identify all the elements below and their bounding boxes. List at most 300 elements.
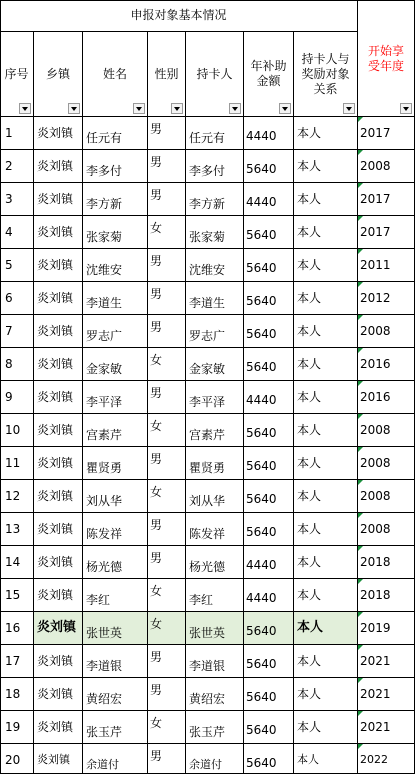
cell-relation[interactable] bbox=[294, 150, 358, 183]
cell-town[interactable] bbox=[34, 612, 83, 645]
cell-relation-text: 本人 bbox=[297, 620, 324, 635]
cell-subsidy-text: 5640 bbox=[246, 657, 277, 671]
cell-gender-text: 男 bbox=[150, 122, 163, 136]
comment-marker-icon bbox=[358, 744, 363, 749]
cell-gender[interactable] bbox=[148, 183, 186, 216]
cell-relation[interactable] bbox=[294, 579, 358, 612]
cell-relation[interactable] bbox=[294, 480, 358, 513]
cell-seq[interactable] bbox=[0, 546, 34, 579]
cell-relation-text: 本人 bbox=[297, 687, 322, 701]
cell-subsidy-text: 5640 bbox=[246, 261, 277, 275]
cell-gender[interactable] bbox=[148, 546, 186, 579]
cell-subsidy-text: 5640 bbox=[246, 492, 277, 506]
cell-subsidy[interactable] bbox=[244, 414, 294, 447]
cell-start-year-text: 2019 bbox=[360, 621, 391, 635]
cell-seq[interactable] bbox=[0, 480, 34, 513]
cell-town[interactable] bbox=[34, 678, 83, 711]
cell-seq[interactable] bbox=[0, 678, 34, 711]
cell-name[interactable] bbox=[83, 249, 148, 282]
cell-seq-text: 9 bbox=[5, 390, 13, 404]
cell-holder[interactable] bbox=[186, 216, 244, 249]
cell-relation[interactable] bbox=[294, 282, 358, 315]
cell-gender-text: 男 bbox=[150, 188, 163, 202]
cell-subsidy-text: 5640 bbox=[246, 690, 277, 704]
cell-holder-text: 张玉芹 bbox=[189, 725, 226, 739]
comment-marker-icon bbox=[358, 678, 363, 683]
cell-town-text: 炎刘镇 bbox=[37, 654, 74, 668]
cell-seq[interactable] bbox=[0, 216, 34, 249]
cell-name[interactable] bbox=[83, 414, 148, 447]
cell-subsidy-text: 5640 bbox=[246, 525, 277, 539]
cell-holder-text: 张世英 bbox=[189, 626, 226, 640]
cell-town[interactable] bbox=[34, 381, 83, 414]
cell-start-year[interactable] bbox=[358, 447, 415, 480]
cell-gender-text: 男 bbox=[150, 551, 163, 565]
cell-subsidy[interactable] bbox=[244, 150, 294, 183]
cell-town[interactable] bbox=[34, 216, 83, 249]
cell-gender-text: 女 bbox=[150, 419, 163, 433]
cell-holder-text: 瞿贤勇 bbox=[189, 461, 226, 475]
cell-subsidy-text: 5640 bbox=[246, 360, 277, 374]
cell-start-year[interactable] bbox=[358, 315, 415, 348]
comment-marker-icon bbox=[358, 282, 363, 287]
cell-seq-text: 4 bbox=[5, 225, 13, 239]
cell-name[interactable] bbox=[83, 579, 148, 612]
cell-name[interactable] bbox=[83, 744, 148, 774]
cell-town-text: 炎刘镇 bbox=[37, 390, 74, 404]
cell-seq[interactable] bbox=[0, 282, 34, 315]
cell-name[interactable] bbox=[83, 513, 148, 546]
header-town[interactable]: 乡镇 bbox=[34, 32, 83, 117]
cell-holder[interactable] bbox=[186, 117, 244, 150]
cell-holder[interactable] bbox=[186, 678, 244, 711]
cell-start-year-text: 2012 bbox=[360, 291, 391, 305]
cell-gender[interactable] bbox=[148, 612, 186, 645]
cell-relation[interactable] bbox=[294, 711, 358, 744]
cell-holder-text: 李方新 bbox=[189, 197, 226, 211]
cell-gender-text: 女 bbox=[150, 716, 163, 730]
comment-marker-icon bbox=[358, 612, 363, 617]
cell-holder[interactable] bbox=[186, 744, 244, 774]
cell-gender-text: 男 bbox=[150, 452, 163, 466]
cell-subsidy[interactable] bbox=[244, 546, 294, 579]
cell-gender-text: 女 bbox=[150, 485, 163, 499]
cell-town[interactable] bbox=[34, 546, 83, 579]
header-start-year[interactable]: 开始享受年度 bbox=[358, 0, 415, 117]
filter-dropdown-icon[interactable] bbox=[68, 103, 80, 114]
cell-seq[interactable] bbox=[0, 381, 34, 414]
cell-town-text: 炎刘镇 bbox=[37, 423, 74, 437]
cell-start-year-text: 2021 bbox=[360, 654, 391, 668]
cell-town[interactable] bbox=[34, 315, 83, 348]
cell-subsidy[interactable] bbox=[244, 447, 294, 480]
cell-seq-text: 8 bbox=[5, 357, 13, 371]
cell-seq-text: 17 bbox=[5, 654, 21, 668]
comment-marker-icon bbox=[358, 249, 363, 254]
cell-relation-text: 本人 bbox=[297, 390, 322, 404]
header-relation[interactable]: 持卡人与奖励对象关系 bbox=[294, 32, 358, 117]
cell-relation-text: 本人 bbox=[297, 588, 322, 602]
cell-start-year[interactable] bbox=[358, 711, 415, 744]
cell-seq-text: 20 bbox=[5, 753, 21, 767]
cell-relation-text: 本人 bbox=[297, 192, 322, 206]
cell-relation-text: 本人 bbox=[297, 555, 322, 569]
comment-marker-icon bbox=[358, 381, 363, 386]
cell-town-text: 炎刘镇 bbox=[37, 555, 74, 569]
cell-holder[interactable] bbox=[186, 183, 244, 216]
comment-marker-icon bbox=[358, 183, 363, 188]
header-seq[interactable]: 序号 bbox=[0, 32, 34, 117]
cell-subsidy[interactable] bbox=[244, 744, 294, 774]
cell-gender[interactable] bbox=[148, 414, 186, 447]
cell-town[interactable] bbox=[34, 480, 83, 513]
cell-gender[interactable] bbox=[148, 678, 186, 711]
cell-town[interactable] bbox=[34, 711, 83, 744]
cell-holder-text: 任元有 bbox=[189, 131, 226, 145]
cell-relation[interactable] bbox=[294, 183, 358, 216]
cell-start-year[interactable] bbox=[358, 150, 415, 183]
cell-gender[interactable] bbox=[148, 447, 186, 480]
comment-marker-icon bbox=[358, 579, 363, 584]
cell-holder[interactable] bbox=[186, 513, 244, 546]
cell-subsidy[interactable] bbox=[244, 480, 294, 513]
cell-holder[interactable] bbox=[186, 579, 244, 612]
cell-name[interactable] bbox=[83, 183, 148, 216]
cell-town[interactable] bbox=[34, 348, 83, 381]
cell-holder[interactable] bbox=[186, 249, 244, 282]
cell-town-text: 炎刘镇 bbox=[37, 324, 74, 338]
cell-seq-text: 3 bbox=[5, 192, 13, 206]
cell-relation-text: 本人 bbox=[297, 522, 322, 536]
cell-relation[interactable] bbox=[294, 744, 358, 774]
cell-start-year-text: 2016 bbox=[360, 390, 391, 404]
cell-name[interactable] bbox=[83, 315, 148, 348]
cell-name[interactable] bbox=[83, 150, 148, 183]
cell-start-year-text: 2008 bbox=[360, 456, 391, 470]
cell-seq[interactable] bbox=[0, 414, 34, 447]
cell-subsidy[interactable] bbox=[244, 645, 294, 678]
cell-gender[interactable] bbox=[148, 381, 186, 414]
comment-marker-icon bbox=[358, 117, 363, 122]
cell-seq[interactable] bbox=[0, 447, 34, 480]
cell-start-year[interactable] bbox=[358, 381, 415, 414]
cell-seq-text: 12 bbox=[5, 489, 21, 503]
cell-holder-text: 宫素芹 bbox=[189, 428, 226, 442]
cell-subsidy-text: 5640 bbox=[246, 723, 277, 737]
cell-holder-text: 金家敏 bbox=[189, 362, 226, 376]
cell-holder-text: 李多付 bbox=[189, 164, 226, 178]
cell-holder-text: 黄绍宏 bbox=[189, 692, 226, 706]
cell-seq[interactable] bbox=[0, 744, 34, 774]
cell-gender[interactable] bbox=[148, 117, 186, 150]
cell-subsidy[interactable] bbox=[244, 381, 294, 414]
cell-holder-text: 李红 bbox=[189, 593, 214, 607]
cell-subsidy-text: 5640 bbox=[246, 294, 277, 308]
cell-holder[interactable] bbox=[186, 546, 244, 579]
cell-subsidy-text: 4440 bbox=[246, 129, 277, 143]
cell-town[interactable] bbox=[34, 183, 83, 216]
cell-subsidy-text: 5640 bbox=[246, 624, 277, 638]
cell-gender[interactable] bbox=[148, 249, 186, 282]
cell-town-text: 炎刘镇 bbox=[37, 489, 74, 503]
cell-town[interactable] bbox=[34, 513, 83, 546]
cell-start-year[interactable] bbox=[358, 678, 415, 711]
cell-town-text: 炎刘镇 bbox=[37, 753, 70, 766]
cell-gender[interactable] bbox=[148, 579, 186, 612]
cell-name[interactable] bbox=[83, 612, 148, 645]
cell-name-text: 李道生 bbox=[86, 296, 123, 310]
cell-subsidy[interactable] bbox=[244, 183, 294, 216]
comment-marker-icon bbox=[358, 216, 363, 221]
cell-relation[interactable] bbox=[294, 216, 358, 249]
cell-name[interactable] bbox=[83, 645, 148, 678]
filter-dropdown-icon[interactable] bbox=[133, 103, 145, 114]
cell-subsidy-text: 5640 bbox=[246, 162, 277, 176]
cell-relation[interactable] bbox=[294, 546, 358, 579]
cell-start-year[interactable] bbox=[358, 216, 415, 249]
cell-holder-text: 陈发祥 bbox=[189, 527, 226, 541]
cell-seq-text: 13 bbox=[5, 522, 21, 536]
cell-name-text: 金家敏 bbox=[86, 362, 123, 376]
cell-start-year[interactable] bbox=[358, 579, 415, 612]
cell-seq[interactable] bbox=[0, 249, 34, 282]
cell-subsidy[interactable] bbox=[244, 612, 294, 645]
cell-start-year[interactable] bbox=[358, 480, 415, 513]
cell-subsidy[interactable] bbox=[244, 315, 294, 348]
filter-dropdown-icon[interactable] bbox=[279, 103, 291, 114]
cell-gender[interactable] bbox=[148, 645, 186, 678]
cell-gender[interactable] bbox=[148, 711, 186, 744]
cell-holder-text: 李道生 bbox=[189, 296, 226, 310]
cell-holder[interactable] bbox=[186, 414, 244, 447]
cell-subsidy[interactable] bbox=[244, 249, 294, 282]
header-subsidy[interactable]: 年补助金额 bbox=[244, 32, 294, 117]
cell-subsidy[interactable] bbox=[244, 678, 294, 711]
cell-subsidy-text: 4440 bbox=[246, 195, 277, 209]
cell-start-year[interactable] bbox=[358, 513, 415, 546]
cell-name-text: 李道银 bbox=[86, 659, 123, 673]
cell-town-text: 炎刘镇 bbox=[37, 159, 74, 173]
cell-name-text: 李多付 bbox=[86, 164, 123, 178]
cell-town[interactable] bbox=[34, 447, 83, 480]
cell-holder[interactable] bbox=[186, 612, 244, 645]
cell-holder-text: 李道银 bbox=[189, 659, 226, 673]
cell-name[interactable] bbox=[83, 117, 148, 150]
cell-subsidy[interactable] bbox=[244, 282, 294, 315]
cell-relation-text: 本人 bbox=[297, 291, 322, 305]
cell-holder[interactable] bbox=[186, 480, 244, 513]
cell-subsidy[interactable] bbox=[244, 513, 294, 546]
cell-gender[interactable] bbox=[148, 513, 186, 546]
cell-gender-text: 男 bbox=[150, 518, 163, 532]
cell-holder[interactable] bbox=[186, 711, 244, 744]
cell-name-text: 张玉芹 bbox=[86, 725, 123, 739]
cell-subsidy-text: 5640 bbox=[246, 459, 277, 473]
cell-gender-text: 男 bbox=[150, 320, 163, 334]
cell-town[interactable] bbox=[34, 117, 83, 150]
cell-name[interactable] bbox=[83, 711, 148, 744]
cell-name-text: 杨光德 bbox=[86, 560, 123, 574]
cell-seq-text: 15 bbox=[5, 588, 21, 602]
header-name[interactable]: 姓名 bbox=[83, 32, 148, 117]
cell-town[interactable] bbox=[34, 414, 83, 447]
cell-relation[interactable] bbox=[294, 348, 358, 381]
cell-town-text: 炎刘镇 bbox=[37, 258, 74, 272]
cell-gender-text: 男 bbox=[150, 287, 163, 301]
cell-relation[interactable] bbox=[294, 315, 358, 348]
cell-name-text: 余道付 bbox=[86, 758, 119, 771]
filter-dropdown-icon[interactable] bbox=[343, 103, 355, 114]
cell-holder[interactable] bbox=[186, 381, 244, 414]
cell-gender-text: 男 bbox=[150, 650, 163, 664]
cell-relation[interactable] bbox=[294, 414, 358, 447]
filter-dropdown-icon[interactable] bbox=[171, 103, 183, 114]
cell-start-year-text: 2021 bbox=[360, 720, 391, 734]
cell-relation[interactable] bbox=[294, 249, 358, 282]
cell-relation-text: 本人 bbox=[297, 324, 322, 338]
cell-seq-text: 7 bbox=[5, 324, 13, 338]
cell-seq[interactable] bbox=[0, 579, 34, 612]
cell-name-text: 瞿贤勇 bbox=[86, 461, 123, 475]
cell-seq-text: 5 bbox=[5, 258, 13, 272]
cell-name[interactable] bbox=[83, 216, 148, 249]
cell-name[interactable] bbox=[83, 447, 148, 480]
cell-seq-text: 1 bbox=[5, 126, 13, 140]
cell-name-text: 李红 bbox=[86, 593, 111, 607]
cell-seq-text: 11 bbox=[5, 456, 21, 470]
cell-name[interactable] bbox=[83, 381, 148, 414]
cell-seq-text: 2 bbox=[5, 159, 13, 173]
cell-name[interactable] bbox=[83, 678, 148, 711]
cell-name[interactable] bbox=[83, 480, 148, 513]
cell-start-year[interactable] bbox=[358, 282, 415, 315]
cell-holder-text: 罗志广 bbox=[189, 329, 226, 343]
cell-seq[interactable] bbox=[0, 183, 34, 216]
cell-name-text: 任元有 bbox=[86, 131, 123, 145]
cell-start-year[interactable] bbox=[358, 183, 415, 216]
filter-dropdown-icon[interactable] bbox=[400, 103, 412, 114]
cell-relation[interactable] bbox=[294, 381, 358, 414]
cell-gender[interactable] bbox=[148, 480, 186, 513]
cell-town-text: 炎刘镇 bbox=[37, 620, 77, 635]
cell-seq[interactable] bbox=[0, 315, 34, 348]
cell-subsidy-text: 5640 bbox=[246, 327, 277, 341]
cell-town[interactable] bbox=[34, 744, 83, 774]
cell-start-year-text: 2008 bbox=[360, 324, 391, 338]
cell-gender[interactable] bbox=[148, 216, 186, 249]
cell-seq[interactable] bbox=[0, 150, 34, 183]
cell-relation[interactable] bbox=[294, 447, 358, 480]
header-holder[interactable]: 持卡人 bbox=[186, 32, 244, 117]
cell-name-text: 李方新 bbox=[86, 197, 123, 211]
cell-start-year-text: 2008 bbox=[360, 522, 391, 536]
cell-holder[interactable] bbox=[186, 348, 244, 381]
cell-seq[interactable] bbox=[0, 711, 34, 744]
cell-start-year[interactable] bbox=[358, 744, 415, 774]
cell-seq[interactable] bbox=[0, 612, 34, 645]
cell-relation-text: 本人 bbox=[297, 753, 319, 766]
cell-start-year[interactable] bbox=[358, 249, 415, 282]
cell-relation[interactable] bbox=[294, 645, 358, 678]
cell-name[interactable] bbox=[83, 282, 148, 315]
cell-town-text: 炎刘镇 bbox=[37, 720, 74, 734]
cell-gender[interactable] bbox=[148, 150, 186, 183]
header-gender[interactable]: 性别 bbox=[148, 32, 186, 117]
cell-town[interactable] bbox=[34, 150, 83, 183]
cell-holder[interactable] bbox=[186, 282, 244, 315]
cell-start-year[interactable] bbox=[358, 117, 415, 150]
cell-subsidy[interactable] bbox=[244, 117, 294, 150]
cell-start-year[interactable] bbox=[358, 414, 415, 447]
cell-name-text: 刘从华 bbox=[86, 494, 123, 508]
cell-subsidy[interactable] bbox=[244, 711, 294, 744]
filter-dropdown-icon[interactable] bbox=[19, 103, 31, 114]
cell-name[interactable] bbox=[83, 348, 148, 381]
cell-relation-text: 本人 bbox=[297, 126, 322, 140]
cell-gender[interactable] bbox=[148, 348, 186, 381]
cell-seq[interactable] bbox=[0, 513, 34, 546]
cell-start-year-text: 2017 bbox=[360, 225, 391, 239]
cell-seq[interactable] bbox=[0, 348, 34, 381]
cell-relation-text: 本人 bbox=[297, 423, 322, 437]
cell-start-year[interactable] bbox=[358, 546, 415, 579]
cell-seq-text: 14 bbox=[5, 555, 21, 569]
cell-name-text: 宫素芹 bbox=[86, 428, 123, 442]
cell-relation[interactable] bbox=[294, 117, 358, 150]
cell-holder[interactable] bbox=[186, 447, 244, 480]
cell-start-year[interactable] bbox=[358, 348, 415, 381]
cell-subsidy-text: 5640 bbox=[246, 426, 277, 440]
cell-holder[interactable] bbox=[186, 645, 244, 678]
cell-relation[interactable] bbox=[294, 678, 358, 711]
cell-gender-text: 男 bbox=[150, 155, 163, 169]
section-title-cell[interactable] bbox=[0, 0, 358, 32]
cell-start-year-text: 2018 bbox=[360, 555, 391, 569]
cell-subsidy[interactable] bbox=[244, 579, 294, 612]
cell-subsidy[interactable] bbox=[244, 216, 294, 249]
cell-seq[interactable] bbox=[0, 117, 34, 150]
cell-start-year-text: 2016 bbox=[360, 357, 391, 371]
cell-town-text: 炎刘镇 bbox=[37, 588, 74, 602]
cell-town[interactable] bbox=[34, 249, 83, 282]
cell-start-year-text: 2008 bbox=[360, 159, 391, 173]
cell-relation[interactable] bbox=[294, 513, 358, 546]
cell-seq[interactable] bbox=[0, 645, 34, 678]
cell-holder[interactable] bbox=[186, 315, 244, 348]
cell-gender[interactable] bbox=[148, 282, 186, 315]
cell-town[interactable] bbox=[34, 579, 83, 612]
cell-start-year-text: 2008 bbox=[360, 489, 391, 503]
cell-holder-text: 沈维安 bbox=[189, 263, 226, 277]
cell-relation-text: 本人 bbox=[297, 489, 322, 503]
cell-town[interactable] bbox=[34, 645, 83, 678]
filter-dropdown-icon[interactable] bbox=[229, 103, 241, 114]
cell-town-text: 炎刘镇 bbox=[37, 456, 74, 470]
cell-holder-text: 杨光德 bbox=[189, 560, 226, 574]
cell-holder-text: 刘从华 bbox=[189, 494, 226, 508]
cell-gender[interactable] bbox=[148, 744, 186, 774]
cell-town[interactable] bbox=[34, 282, 83, 315]
cell-relation[interactable] bbox=[294, 612, 358, 645]
cell-gender-text: 女 bbox=[150, 584, 163, 598]
cell-holder[interactable] bbox=[186, 150, 244, 183]
cell-gender-text: 男 bbox=[150, 386, 163, 400]
cell-name[interactable] bbox=[83, 546, 148, 579]
cell-start-year[interactable] bbox=[358, 612, 415, 645]
cell-start-year[interactable] bbox=[358, 645, 415, 678]
cell-gender[interactable] bbox=[148, 315, 186, 348]
cell-subsidy[interactable] bbox=[244, 348, 294, 381]
